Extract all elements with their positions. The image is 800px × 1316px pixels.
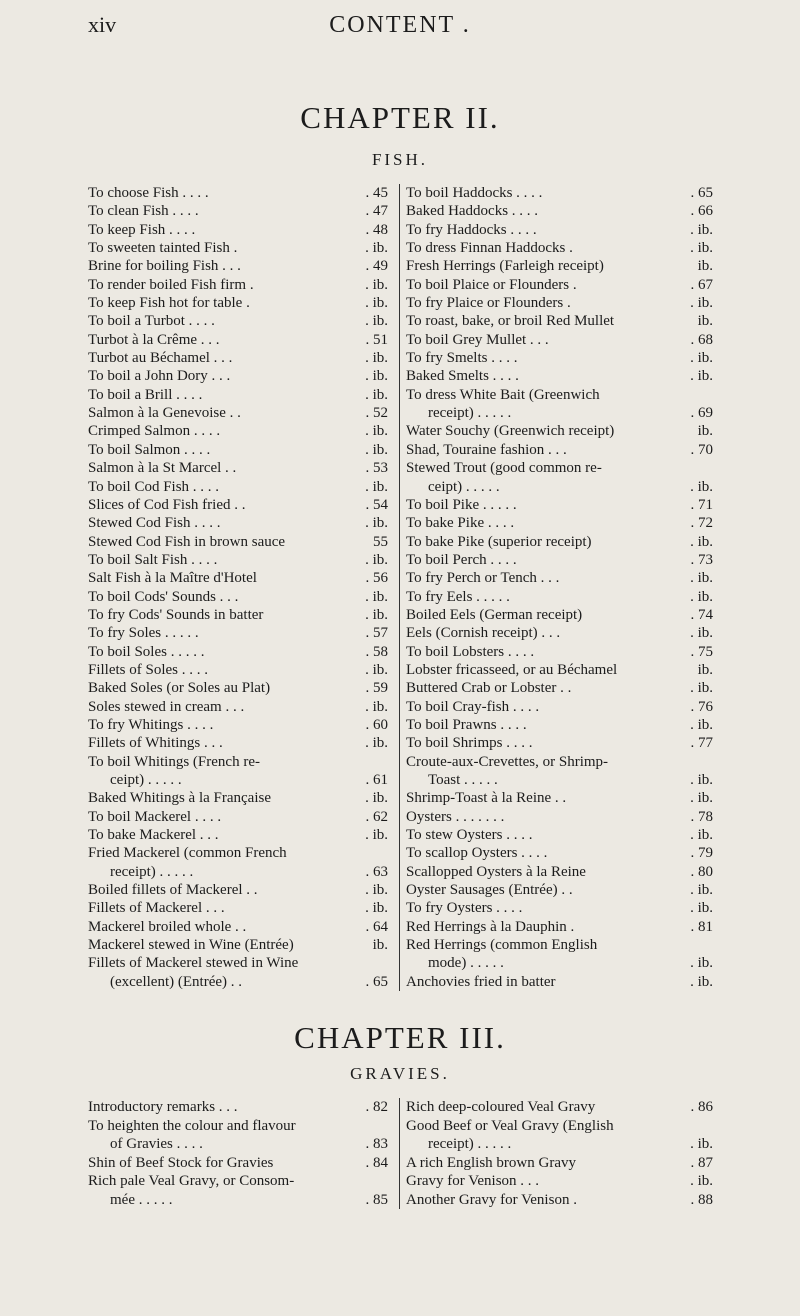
entry-title: To choose Fish . . . .	[88, 185, 209, 201]
contents-entry	[406, 1098, 713, 1117]
contents-entry	[88, 826, 388, 844]
entry-title: To heighten the colour and flavour	[88, 1117, 296, 1134]
entry-page-number: . 77	[690, 735, 713, 752]
entry-title: To boil Prawns . . . .	[406, 716, 527, 733]
entry-page-number: . ib.	[690, 240, 713, 257]
contents-entry	[406, 1172, 713, 1191]
entry-title: To boil Haddocks . . . .	[406, 185, 543, 201]
entry-title: To roast, bake, or broil Red Mullet	[406, 313, 615, 330]
entry-page-number: . 48	[365, 221, 388, 238]
entry-page-number: . 67	[690, 276, 713, 293]
contents-entry	[88, 808, 388, 826]
chapter-2-title: CHAPTER II.	[300, 100, 500, 135]
entry-title: Salt Fish à la Maître d'Hotel	[88, 570, 257, 587]
contents-entry	[406, 294, 713, 312]
entry-page-number: . ib.	[365, 515, 388, 532]
entry-page-number: . 51	[365, 331, 388, 348]
entry-title: Rich deep-coloured Veal Gravy	[406, 1099, 596, 1115]
entry-title: To boil Perch . . . .	[406, 551, 517, 568]
contents-entry	[406, 863, 713, 881]
entry-page-number: . ib.	[365, 240, 388, 257]
entry-page-number: . ib.	[690, 625, 713, 642]
contents-entry	[88, 551, 388, 569]
entry-title: To keep Fish hot for table .	[88, 295, 250, 312]
entry-title-continuation: ceipt) . . . . .	[110, 772, 182, 788]
entry-page-number: ib.	[372, 937, 388, 954]
entry-page-number: . ib.	[365, 423, 388, 440]
entry-title: To fry Plaice or Flounders .	[406, 295, 571, 312]
contents-entry	[88, 918, 388, 936]
entry-page-number: . ib.	[365, 313, 388, 330]
contents-entry	[406, 422, 713, 440]
running-head: CONTENT .	[329, 12, 471, 38]
fish-contents-left-column	[88, 184, 388, 991]
contents-entry	[406, 973, 713, 991]
contents-entry	[88, 753, 388, 790]
entry-page-number: . ib.	[365, 588, 388, 605]
entry-title: Water Souchy (Greenwich receipt)	[406, 423, 615, 440]
entry-title: To boil a John Dory . . .	[88, 368, 231, 385]
entry-title: To clean Fish . . . .	[88, 203, 199, 220]
entry-page-number: . ib.	[365, 368, 388, 385]
contents-entry	[406, 569, 713, 587]
gravies-contents-left-column	[88, 1098, 388, 1209]
contents-entry	[88, 459, 388, 477]
entry-title: To boil Grey Mullet . . .	[406, 331, 549, 348]
contents-entry	[88, 202, 388, 220]
entry-title: Another Gravy for Venison .	[406, 1191, 577, 1208]
entry-page-number: . ib.	[690, 955, 713, 972]
entry-title-continuation: receipt) . . . . .	[428, 405, 512, 422]
entry-title: Slices of Cod Fish fried . .	[88, 496, 246, 513]
entry-title: To boil Cods' Sounds . . .	[88, 588, 239, 605]
entry-page-number: . ib.	[690, 973, 713, 990]
contents-entry	[88, 404, 388, 422]
entry-page-number: . 80	[690, 863, 713, 880]
entry-page-number: . ib.	[690, 772, 713, 788]
entry-title: To fry Haddocks . . . .	[406, 221, 537, 238]
entry-page-number: . 84	[365, 1154, 388, 1171]
entry-page-number: . ib.	[365, 551, 388, 568]
entry-page-number: 55	[373, 533, 388, 550]
contents-entry	[406, 1154, 713, 1173]
contents-entry	[88, 679, 388, 697]
contents-entry	[406, 1117, 713, 1154]
entry-title: Stewed Cod Fish in brown sauce	[88, 533, 286, 550]
entry-page-number: . ib.	[365, 698, 388, 715]
entry-title: Soles stewed in cream . . .	[88, 698, 245, 715]
contents-entry	[406, 808, 713, 826]
entry-page-number: . 59	[365, 680, 388, 697]
contents-entry	[88, 661, 388, 679]
entry-title: To sweeten tainted Fish .	[88, 240, 238, 257]
entry-title: To bake Pike . . . .	[406, 515, 515, 532]
entry-title: Rich pale Veal Gravy, or Consom-	[88, 1173, 295, 1189]
chapter-3-title: CHAPTER III.	[294, 1020, 506, 1055]
entry-page-number: . ib.	[365, 661, 388, 678]
contents-entry	[88, 698, 388, 716]
entry-title: Shad, Touraine fashion . . .	[406, 441, 567, 458]
page-header	[0, 6, 800, 46]
entry-page-number: . 76	[690, 698, 713, 715]
entry-title-continuation: (excellent) (Entrée) . .	[110, 973, 243, 990]
contents-entry	[406, 184, 713, 202]
entry-title: To boil a Turbot . . . .	[88, 313, 215, 330]
contents-entry	[88, 954, 388, 991]
entry-title: To fry Eels . . . . .	[406, 588, 510, 605]
entry-title: Salmon à la St Marcel . .	[88, 460, 237, 477]
entry-page-number: . ib.	[365, 735, 388, 752]
entry-page-number: . 88	[690, 1191, 713, 1208]
entry-title: Brine for boiling Fish . . .	[88, 258, 241, 275]
entry-page-number: . ib.	[365, 827, 388, 844]
entry-title: Turbot au Béchamel . . .	[88, 350, 233, 367]
entry-title: Fillets of Mackerel stewed in Wine	[88, 955, 299, 972]
entry-title: Baked Smelts . . . .	[406, 368, 519, 385]
contents-entry	[406, 661, 713, 679]
entry-title: To boil Salmon . . . .	[88, 441, 211, 458]
entry-title: To bake Pike (superior receipt)	[406, 533, 592, 550]
entry-page-number: . ib.	[690, 882, 713, 899]
entry-page-number: . ib.	[690, 900, 713, 917]
contents-entry	[406, 441, 713, 459]
contents-entry	[406, 202, 713, 220]
contents-entry	[406, 459, 713, 496]
entry-title: To boil Cod Fish . . . .	[88, 478, 220, 495]
entry-title: Stewed Cod Fish . . . .	[88, 515, 221, 532]
entry-title: To boil Plaice or Flounders .	[406, 276, 577, 293]
contents-entry	[406, 514, 713, 532]
entry-page-number: . 85	[365, 1191, 388, 1208]
entry-title: To fry Perch or Tench . . .	[406, 570, 560, 587]
entry-page-number: . 64	[365, 918, 388, 935]
entry-page-number: . 47	[365, 203, 388, 220]
entry-title-continuation: Toast . . . . .	[428, 772, 498, 788]
entry-page-number: . 72	[690, 515, 713, 532]
chapter-3-subtitle: GRAVIES.	[350, 1064, 450, 1083]
contents-entry	[406, 331, 713, 349]
entry-page-number: . ib.	[365, 882, 388, 899]
contents-entry	[88, 1172, 388, 1209]
entry-page-number: . ib.	[365, 295, 388, 312]
entry-title: To fry Smelts . . . .	[406, 350, 518, 367]
entry-title: To boil Pike . . . . .	[406, 496, 517, 513]
entry-title: Baked Haddocks . . . .	[406, 203, 539, 220]
entry-title: To bake Mackerel . . .	[88, 827, 219, 844]
entry-title: To boil Shrimps . . . .	[406, 735, 533, 752]
entry-page-number: . ib.	[690, 221, 713, 238]
entry-title: Anchovies fried in batter	[406, 973, 556, 990]
contents-entry	[88, 789, 388, 807]
entry-title: Oyster Sausages (Entrée) . .	[406, 882, 573, 899]
contents-entry	[88, 331, 388, 349]
entry-page-number: . ib.	[690, 680, 713, 697]
entry-page-number: . ib.	[690, 1173, 713, 1189]
entry-page-number: . 68	[690, 331, 713, 348]
contents-entry	[88, 533, 388, 551]
contents-entry	[406, 936, 713, 973]
entry-page-number: . 78	[690, 808, 713, 825]
entry-page-number: . 54	[365, 496, 388, 513]
entry-page-number: . ib.	[365, 276, 388, 293]
contents-entry	[88, 367, 388, 385]
contents-entry	[88, 184, 388, 202]
entry-page-number: . ib.	[690, 827, 713, 844]
contents-entry	[406, 349, 713, 367]
entry-title-continuation: receipt) . . . . .	[428, 1136, 512, 1152]
entry-title: Scallopped Oysters à la Reine	[406, 863, 586, 880]
contents-entry	[406, 257, 713, 275]
entry-title: Eels (Cornish receipt) . . .	[406, 625, 561, 642]
entry-page-number: . 70	[690, 441, 713, 458]
contents-entry	[88, 588, 388, 606]
entry-page-number: . 56	[365, 570, 388, 587]
entry-page-number: . 69	[690, 405, 713, 422]
entry-page-number: . ib.	[690, 533, 713, 550]
entry-title: To stew Oysters . . . .	[406, 827, 533, 844]
entry-title: To boil Soles . . . . .	[88, 643, 205, 660]
entry-page-number: . 83	[365, 1136, 388, 1152]
entry-page-number: . 66	[690, 203, 713, 220]
entry-title: Stewed Trout (good common re-	[406, 460, 602, 477]
entry-page-number: . ib.	[365, 441, 388, 458]
entry-title: Baked Whitings à la Française	[88, 790, 272, 807]
contents-entry	[88, 496, 388, 514]
entry-page-number: . ib.	[365, 790, 388, 807]
entry-page-number: . ib.	[365, 606, 388, 623]
contents-entry	[88, 312, 388, 330]
entry-title: Fresh Herrings (Farleigh receipt)	[406, 258, 604, 275]
entry-title: Salmon à la Genevoise . .	[88, 405, 241, 422]
entry-page-number: . ib.	[690, 295, 713, 312]
contents-entry	[88, 899, 388, 917]
contents-entry	[406, 698, 713, 716]
entry-page-number: ib.	[697, 661, 713, 678]
entry-title: Lobster fricasseed, or au Béchamel	[406, 661, 618, 678]
entry-title: To keep Fish . . . .	[88, 221, 196, 238]
entry-page-number: . ib.	[690, 368, 713, 385]
contents-entry	[88, 239, 388, 257]
entry-title: To boil Whitings (French re-	[88, 753, 260, 770]
entry-title-continuation: ceipt) . . . . .	[428, 478, 500, 495]
contents-entry	[406, 844, 713, 862]
contents-entry	[406, 606, 713, 624]
contents-entry	[406, 533, 713, 551]
contents-entry	[88, 569, 388, 587]
entry-page-number: . ib.	[690, 478, 713, 495]
entry-page-number: . ib.	[690, 350, 713, 367]
contents-entry	[88, 844, 388, 881]
entry-page-number: . 73	[690, 551, 713, 568]
contents-entry	[406, 276, 713, 294]
contents-entry	[88, 514, 388, 532]
contents-entry	[406, 734, 713, 752]
contents-entry	[88, 936, 388, 954]
entry-page-number: ib.	[697, 313, 713, 330]
contents-entry	[406, 312, 713, 330]
entry-title: Oysters . . . . . . .	[406, 808, 505, 825]
entry-title: Buttered Crab or Lobster . .	[406, 680, 572, 697]
entry-page-number: . ib.	[690, 1136, 713, 1152]
contents-entry	[88, 386, 388, 404]
entry-page-number: . 87	[690, 1154, 713, 1171]
entry-title: Introductory remarks . . .	[88, 1099, 238, 1115]
contents-entry	[406, 221, 713, 239]
contents-entry	[406, 826, 713, 844]
entry-title: Turbot à la Crême . . .	[88, 331, 220, 348]
chapter-2-subtitle: FISH.	[371, 150, 429, 169]
entry-page-number: . ib.	[365, 478, 388, 495]
contents-entry	[406, 881, 713, 899]
entry-page-number: . 86	[690, 1099, 713, 1115]
contents-entry	[88, 734, 388, 752]
contents-entry	[88, 1098, 388, 1117]
contents-entry	[88, 881, 388, 899]
fish-contents-right-column	[399, 184, 713, 991]
entry-title: Red Herrings à la Dauphin .	[406, 918, 575, 935]
entry-title: Fried Mackerel (common French	[88, 845, 287, 862]
contents-entry	[406, 789, 713, 807]
contents-entry	[88, 422, 388, 440]
contents-entry	[406, 367, 713, 385]
entry-page-number: ib.	[697, 423, 713, 440]
entry-title: Red Herrings (common English	[406, 937, 598, 954]
entry-title: Boiled Eels (German receipt)	[406, 606, 583, 623]
entry-page-number: . 61	[365, 772, 388, 788]
entry-title: To render boiled Fish firm .	[88, 276, 254, 293]
contents-entry	[406, 1191, 713, 1210]
entry-page-number: . 53	[365, 460, 388, 477]
entry-title: To scallop Oysters . . . .	[406, 845, 548, 862]
contents-entry	[88, 478, 388, 496]
entry-title-continuation: receipt) . . . . .	[110, 863, 194, 880]
entry-title: To boil Mackerel . . . .	[88, 808, 222, 825]
contents-entry	[88, 643, 388, 661]
entry-title: To fry Soles . . . . .	[88, 625, 199, 642]
entry-page-number: . ib.	[690, 790, 713, 807]
contents-entry	[406, 496, 713, 514]
contents-entry	[88, 257, 388, 275]
entry-title: To fry Whitings . . . .	[88, 716, 214, 733]
entry-page-number: . 63	[365, 863, 388, 880]
contents-entry	[406, 624, 713, 642]
entry-title: Shin of Beef Stock for Gravies	[88, 1154, 274, 1171]
entry-title: To fry Cods' Sounds in batter	[88, 606, 264, 623]
contents-entry	[406, 899, 713, 917]
gravies-contents-right-column	[399, 1098, 713, 1209]
entry-title: Mackerel stewed in Wine (Entrée)	[88, 937, 294, 954]
entry-page-number: . 75	[690, 643, 713, 660]
entry-page-number: . ib.	[690, 588, 713, 605]
entry-title: Fillets of Mackerel . . .	[88, 900, 225, 917]
contents-entry	[406, 643, 713, 661]
entry-title: To boil Lobsters . . . .	[406, 643, 535, 660]
entry-page-number: . 65	[690, 185, 713, 201]
entry-title-continuation: of Gravies . . . .	[110, 1136, 203, 1152]
entry-page-number: . 60	[365, 716, 388, 733]
entry-page-number: . 79	[690, 845, 713, 862]
entry-title: Mackerel broiled whole . .	[88, 918, 247, 935]
entry-page-number: . 58	[365, 643, 388, 660]
entry-page-number: . 45	[365, 185, 388, 201]
entry-title: To fry Oysters . . . .	[406, 900, 523, 917]
entry-page-number: . 82	[365, 1099, 388, 1115]
entry-page-number: . 71	[690, 496, 713, 513]
entry-title: To boil a Brill . . . .	[88, 386, 203, 403]
entry-page-number: . 81	[690, 918, 713, 935]
contents-entry	[88, 276, 388, 294]
entry-page-number: . 62	[365, 808, 388, 825]
entry-title: To dress Finnan Haddocks .	[406, 240, 573, 257]
entry-title: To dress White Bait (Greenwich	[406, 386, 600, 403]
entry-page-number: . 52	[365, 405, 388, 422]
entry-title-continuation: mée . . . . .	[110, 1191, 173, 1208]
entry-title-continuation: mode) . . . . .	[428, 955, 504, 972]
entry-title: Gravy for Venison . . .	[406, 1173, 540, 1189]
entry-title: Shrimp-Toast à la Reine . .	[406, 790, 567, 807]
entry-page-number: . 49	[365, 258, 388, 275]
entry-page-number: . ib.	[365, 350, 388, 367]
entry-title: Crimped Salmon . . . .	[88, 423, 221, 440]
entry-title: Baked Soles (or Soles au Plat)	[88, 680, 271, 697]
contents-entry	[88, 294, 388, 312]
entry-title: Fillets of Soles . . . .	[88, 661, 209, 678]
entry-page-number: ib.	[697, 258, 713, 275]
entry-title: A rich English brown Gravy	[406, 1154, 576, 1171]
entry-title: To boil Salt Fish . . . .	[88, 551, 218, 568]
contents-entry	[88, 441, 388, 459]
contents-entry	[88, 349, 388, 367]
contents-entry	[406, 239, 713, 257]
contents-entry	[406, 918, 713, 936]
entry-title: To boil Cray-fish . . . .	[406, 698, 540, 715]
entry-title: Croute-aux-Crevettes, or Shrimp-	[406, 753, 609, 770]
contents-entry	[406, 386, 713, 423]
entry-page-number: . ib.	[690, 570, 713, 587]
entry-page-number: . 57	[365, 625, 388, 642]
contents-entry	[88, 606, 388, 624]
contents-entry	[406, 551, 713, 569]
entry-title: Boiled fillets of Mackerel . .	[88, 882, 258, 899]
contents-entry	[88, 716, 388, 734]
contents-entry	[406, 679, 713, 697]
contents-entry	[406, 588, 713, 606]
entry-page-number: . ib.	[690, 716, 713, 733]
contents-entry	[88, 1117, 388, 1154]
entry-title: Fillets of Whitings . . .	[88, 735, 223, 752]
entry-page-number: . 65	[365, 973, 388, 990]
entry-page-number: . ib.	[365, 386, 388, 403]
contents-entry	[88, 221, 388, 239]
page-number: xiv	[88, 12, 117, 37]
contents-entry	[88, 624, 388, 642]
entry-title: Good Beef or Veal Gravy (English	[406, 1117, 614, 1134]
contents-entry	[406, 716, 713, 734]
entry-page-number: . 74	[690, 606, 713, 623]
contents-entry	[406, 753, 713, 790]
entry-page-number: . ib.	[365, 900, 388, 917]
contents-entry	[88, 1154, 388, 1173]
